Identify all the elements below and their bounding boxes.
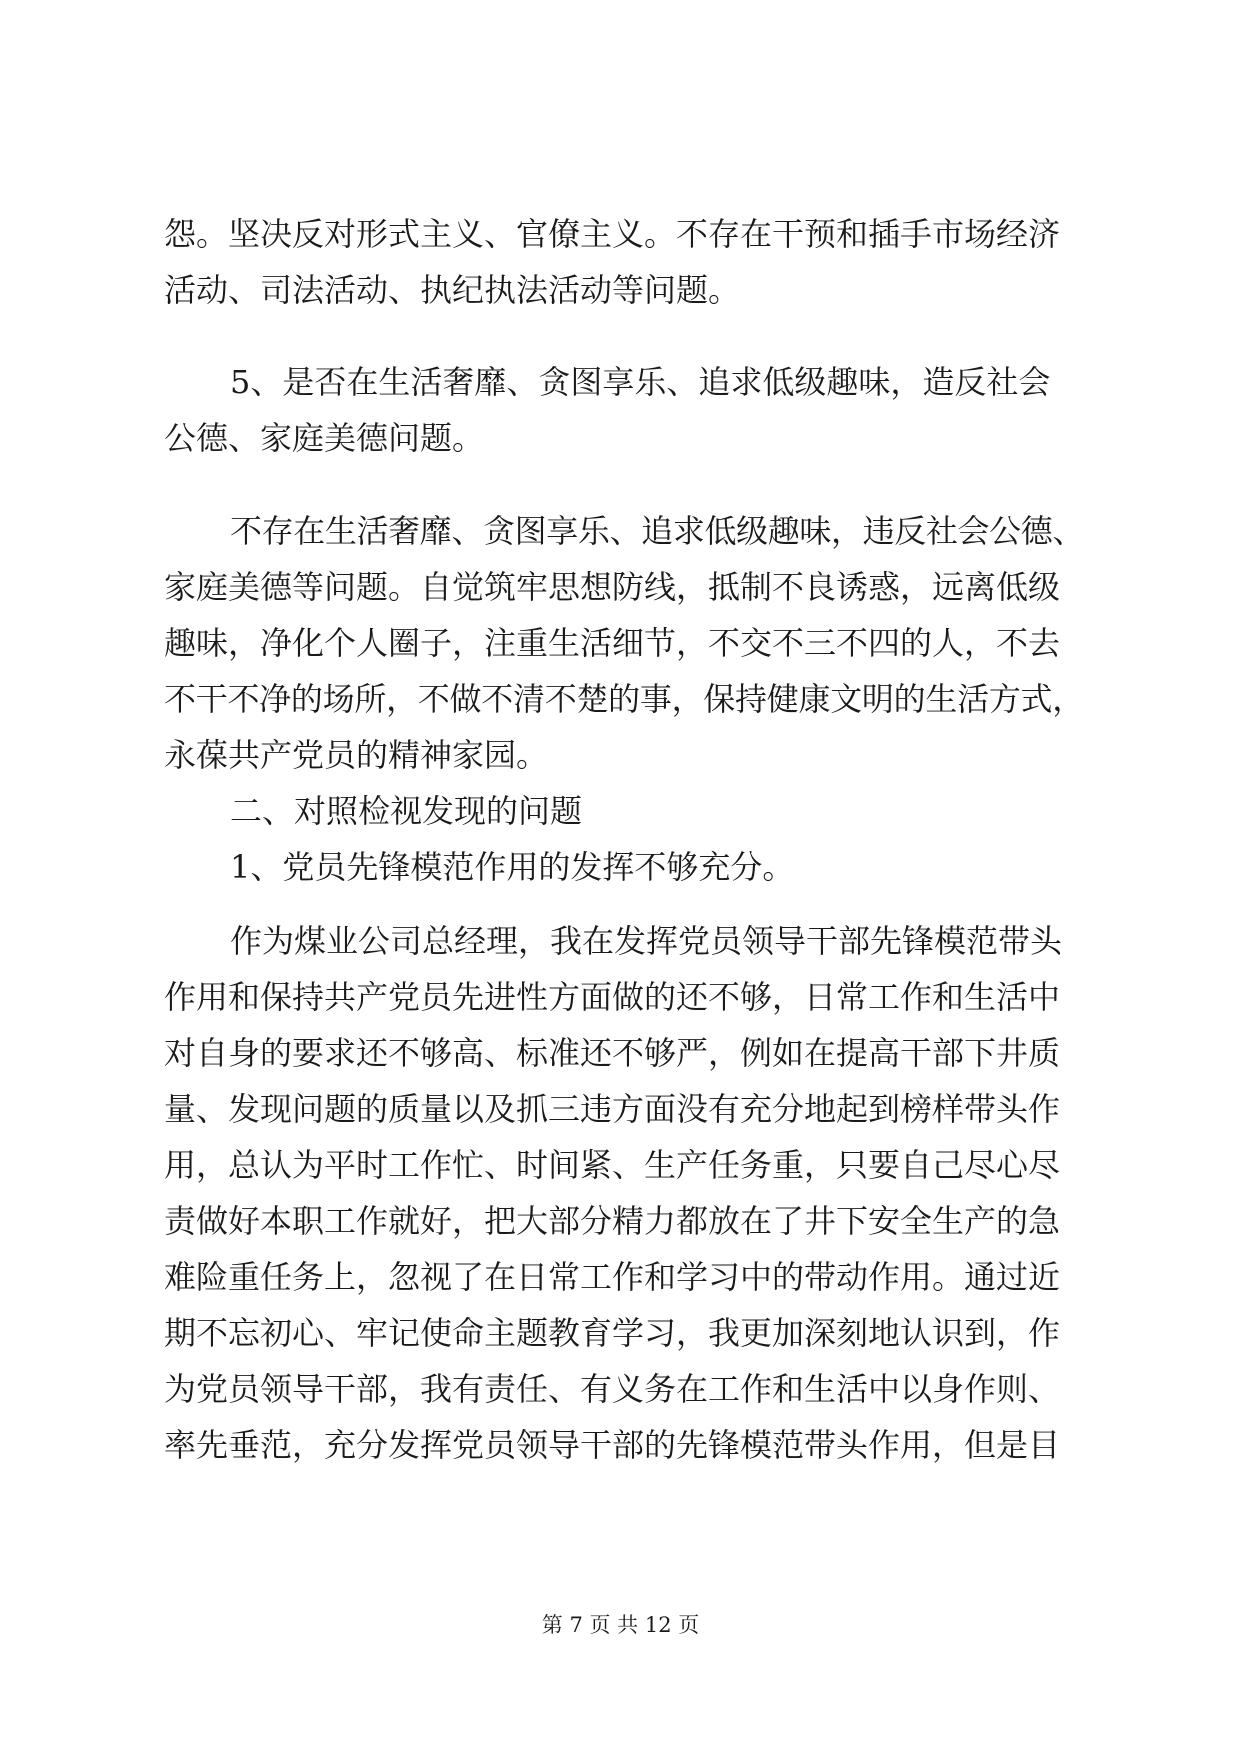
text-line-13: 作用和保持共产党员先进性方面做的还不够，日常工作和生活中 — [164, 978, 1061, 1016]
text-line-12: 作为煤业公司总经理，我在发挥党员领导干部先锋模范带头 — [230, 922, 1063, 960]
subsection-heading: 1、党员先锋模范作用的发挥不够充分。 — [230, 848, 795, 886]
page-footer: 第 7 页 共 12 页 — [541, 1613, 700, 1637]
text-line-5: 不存在生活奢靡、贪图享乐、追求低级趣味，违反社会公德、 — [230, 512, 1085, 550]
text-line-17: 责做好本职工作就好，把大部分精力都放在了井下安全生产的急 — [164, 1202, 1061, 1240]
text-line-16: 用，总认为平时工作忙、时间紧、生产任务重，只要自己尽心尽 — [164, 1146, 1061, 1184]
text-line-20: 为党员领导干部，我有责任、有义务在工作和生活中以身作则、 — [164, 1370, 1061, 1408]
text-line-4: 公德、家庭美德问题。 — [164, 419, 485, 457]
text-line-14: 对自身的要求还不够高、标准还不够严，例如在提高干部下井质 — [164, 1034, 1061, 1072]
text-line-1: 怨。坚决反对形式主义、官僚主义。不存在干预和插手市场经济 — [164, 215, 1061, 253]
text-line-18: 难险重任务上，忽视了在日常工作和学习中的带动作用。通过近 — [164, 1258, 1061, 1296]
text-line-19: 期不忘初心、牢记使命主题教育学习，我更加深刻地认识到，作 — [164, 1314, 1061, 1352]
text-line-21: 率先垂范，充分发挥党员领导干部的先锋模范带头作用，但是目 — [164, 1426, 1061, 1464]
text-line-3: 5、是否在生活奢靡、贪图享乐、追求低级趣味，造反社会 — [230, 363, 1051, 401]
section-heading: 二、对照检视发现的问题 — [230, 792, 583, 830]
text-line-8: 不干不净的场所，不做不清不楚的事，保持健康文明的生活方式， — [164, 680, 1085, 718]
text-line-2: 活动、司法活动、执纪执法活动等问题。 — [164, 271, 741, 309]
text-line-6: 家庭美德等问题。自觉筑牢思想防线，抵制不良诱惑，远离低级 — [164, 568, 1061, 606]
text-line-9: 永葆共产党员的精神家园。 — [164, 736, 549, 774]
text-line-15: 量、发现问题的质量以及抓三违方面没有充分地起到榜样带头作 — [164, 1090, 1061, 1128]
text-line-7: 趣味，净化个人圈子，注重生活细节，不交不三不四的人，不去 — [164, 624, 1061, 662]
